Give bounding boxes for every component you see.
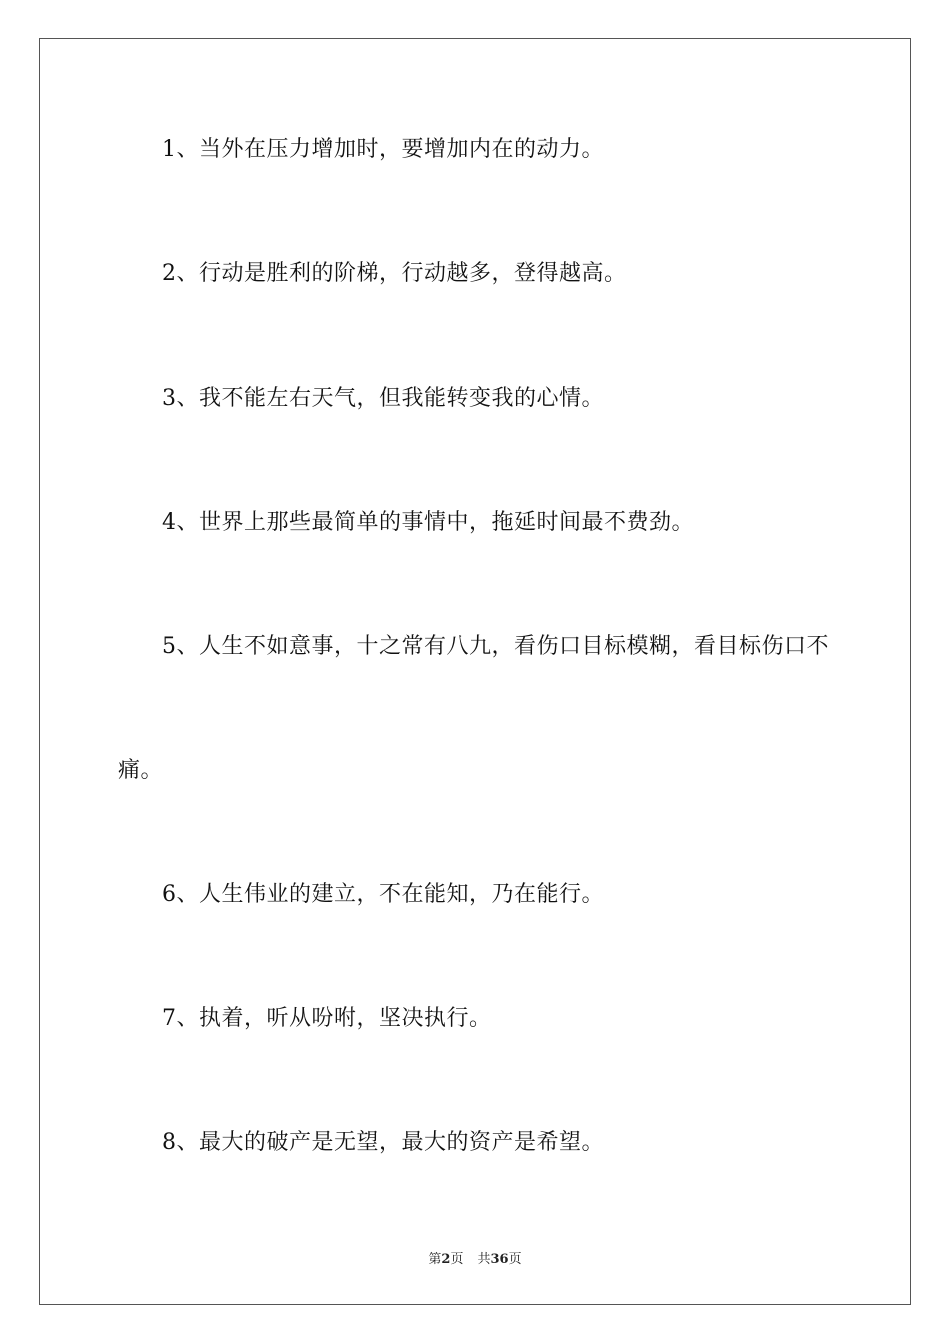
total-suffix: 页 bbox=[508, 1252, 522, 1267]
paragraph-6-text: 6、人生伟业的建立，不在能知，乃在能行。 bbox=[162, 882, 604, 907]
paragraph-2-text: 2、行动是胜利的阶梯，行动越多，登得越高。 bbox=[162, 261, 627, 286]
page-number: 2 bbox=[441, 1252, 451, 1267]
paragraph-1-text: 1、当外在压力增加时，要增加内在的动力。 bbox=[162, 137, 604, 162]
total-pages: 36 bbox=[490, 1252, 509, 1267]
page-prefix: 第 bbox=[428, 1252, 442, 1267]
paragraph-6 bbox=[118, 833, 838, 957]
total-prefix: 共 bbox=[477, 1252, 491, 1267]
paragraph-7 bbox=[118, 957, 838, 1081]
paragraph-8-text: 8、最大的破产是无望，最大的资产是希望。 bbox=[162, 1130, 604, 1155]
paragraph-4 bbox=[118, 461, 838, 585]
paragraph-8 bbox=[118, 1081, 838, 1205]
paragraph-7-text: 7、执着，听从吩咐，坚决执行。 bbox=[162, 1006, 492, 1031]
paragraph-5 bbox=[118, 585, 838, 833]
page-suffix: 页 bbox=[450, 1252, 464, 1267]
paragraph-1 bbox=[118, 88, 838, 212]
page-footer bbox=[0, 1248, 950, 1267]
paragraph-2 bbox=[118, 212, 838, 336]
paragraph-4-text: 4、世界上那些最简单的事情中，拖延时间最不费劲。 bbox=[162, 510, 694, 535]
paragraph-3 bbox=[118, 337, 838, 461]
paragraph-3-text: 3、我不能左右天气，但我能转变我的心情。 bbox=[162, 386, 604, 411]
paragraph-5-text: 5、人生不如意事，十之常有八九，看伤口目标模糊，看目标伤口不痛。 bbox=[118, 634, 829, 783]
